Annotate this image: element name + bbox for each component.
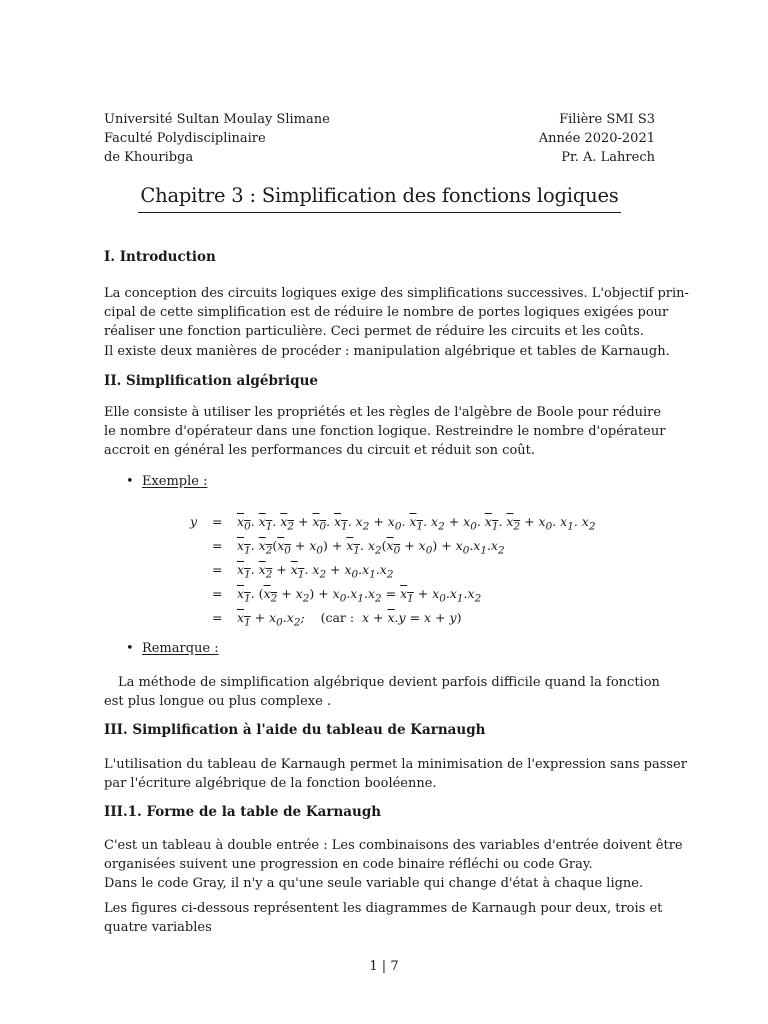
math-expression: $x_1$. $x_2(x_0 + x_0) + x_1$. $x_2(x_0 + x_0) + x_0.x_1.x_2$ — [237, 538, 505, 557]
text-line: Elle consiste à utiliser les propriétés et les règles de l'algèbre de Boole pour réduire — [104, 405, 662, 420]
paragraph-remark — [104, 673, 660, 711]
math-equals: = — [212, 538, 223, 553]
text-line: L'utilisation du tableau de Karnaugh permet la minimisation de l'expression sans passer — [104, 757, 687, 772]
professor-name: Pr. A. Lahrech — [561, 150, 655, 165]
text-line: organisées suivent une progression en code binaire réfléchi ou code Gray. — [104, 857, 593, 873]
bullet-remark — [126, 641, 219, 656]
text-line: Dans le code Gray, il n'y a qu'une seule variable qui change d'état à chaque ligne. — [104, 876, 644, 892]
text-line: Il existe deux manières de procéder : manipulation algébrique et tables de Karnaugh. — [104, 343, 670, 359]
text-line: par l'écriture algébrique de la fonction booléenne. — [104, 776, 437, 792]
university-name: Université Sultan Moulay Slimane — [104, 112, 330, 127]
math-car-label: (car : — [320, 610, 355, 625]
header-left — [104, 110, 330, 167]
page-number: 1 | 7 — [369, 959, 399, 974]
remark-label: Remarque : — [141, 641, 219, 656]
faculty-city: de Khouribga — [104, 150, 194, 165]
section-heading-algebraic: II. Simplification algébrique — [104, 373, 318, 389]
chapter-title — [104, 184, 655, 213]
example-label: Exemple : — [141, 474, 208, 489]
text-line: quatre variables — [104, 920, 212, 936]
paragraph-table-form — [104, 836, 683, 894]
text-line: le nombre d'opérateur dans une fonction logique. Restreindre le nombre d'opérateur — [104, 424, 666, 440]
chapter-title-text: Chapitre 3 : Simplification des fonctions logiques — [138, 184, 620, 213]
math-equals: = — [212, 610, 223, 625]
faculty-name: Faculté Polydisciplinaire — [104, 131, 266, 146]
paragraph-introduction — [104, 284, 689, 361]
section-heading-table-form: III.1. Forme de la table de Karnaugh — [104, 804, 382, 820]
math-equals: = — [212, 562, 223, 577]
text-line: cipal de cette simplification est de réduire le nombre de portes logiques exigées pour — [104, 305, 669, 321]
paragraph-figures — [104, 899, 663, 937]
bullet-dot: • — [126, 474, 142, 489]
math-lhs: y — [190, 514, 198, 529]
text-line: est plus longue ou plus complexe . — [104, 694, 332, 710]
math-expression: $x_1 + x_0.x_2$; (car : $x + \overline{x}.y = x + y$) — [237, 610, 462, 629]
paragraph-algebraic — [104, 403, 666, 461]
math-equals: = — [212, 514, 223, 529]
math-expression: $x_1$. $(x_2 + x_2) + x_0.x_1.x_2 = x_1 + x_0.x_1.x_2$ — [237, 586, 482, 605]
program-name: Filière SMI S3 — [559, 112, 655, 127]
math-expression: $x_1$. $x_2 + x_1$. $x_2 + x_0.x_1.x_2$ — [237, 562, 394, 581]
math-equals: = — [212, 586, 223, 601]
header-right — [539, 110, 655, 167]
text-line: réaliser une fonction particulière. Ceci permet de réduire les circuits et les coûts. — [104, 324, 644, 340]
bullet-dot: • — [126, 641, 142, 656]
section-heading-karnaugh: III. Simplification à l'aide du tableau de Karnaugh — [104, 722, 486, 738]
bullet-example — [126, 474, 207, 489]
text-line: La méthode de simplification algébrique devient parfois difficile quand la fonction — [118, 675, 660, 690]
text-line: accroit en général les performances du circuit et réduit son coût. — [104, 443, 536, 459]
text-line: La conception des circuits logiques exige des simplifications successives. L'objectif prin- — [104, 286, 689, 301]
paragraph-karnaugh — [104, 755, 687, 793]
academic-year: Année 2020-2021 — [538, 131, 655, 146]
text-line: C'est un tableau à double entrée : Les combinaisons des variables d'entrée doivent être — [104, 838, 683, 853]
math-expression: $x_0$. $x_1$. $x_2 + x_0$. $x_1$. $x_2 + x_0$. $x_1$. $x_2 + x_0$. $x_1$. $x_2 + x_0$. $x_1$. $x_2$ — [237, 514, 596, 533]
text-line: Les figures ci-dessous représentent les diagrammes de Karnaugh pour deux, trois et — [104, 901, 663, 916]
section-heading-introduction: I. Introduction — [104, 249, 216, 265]
